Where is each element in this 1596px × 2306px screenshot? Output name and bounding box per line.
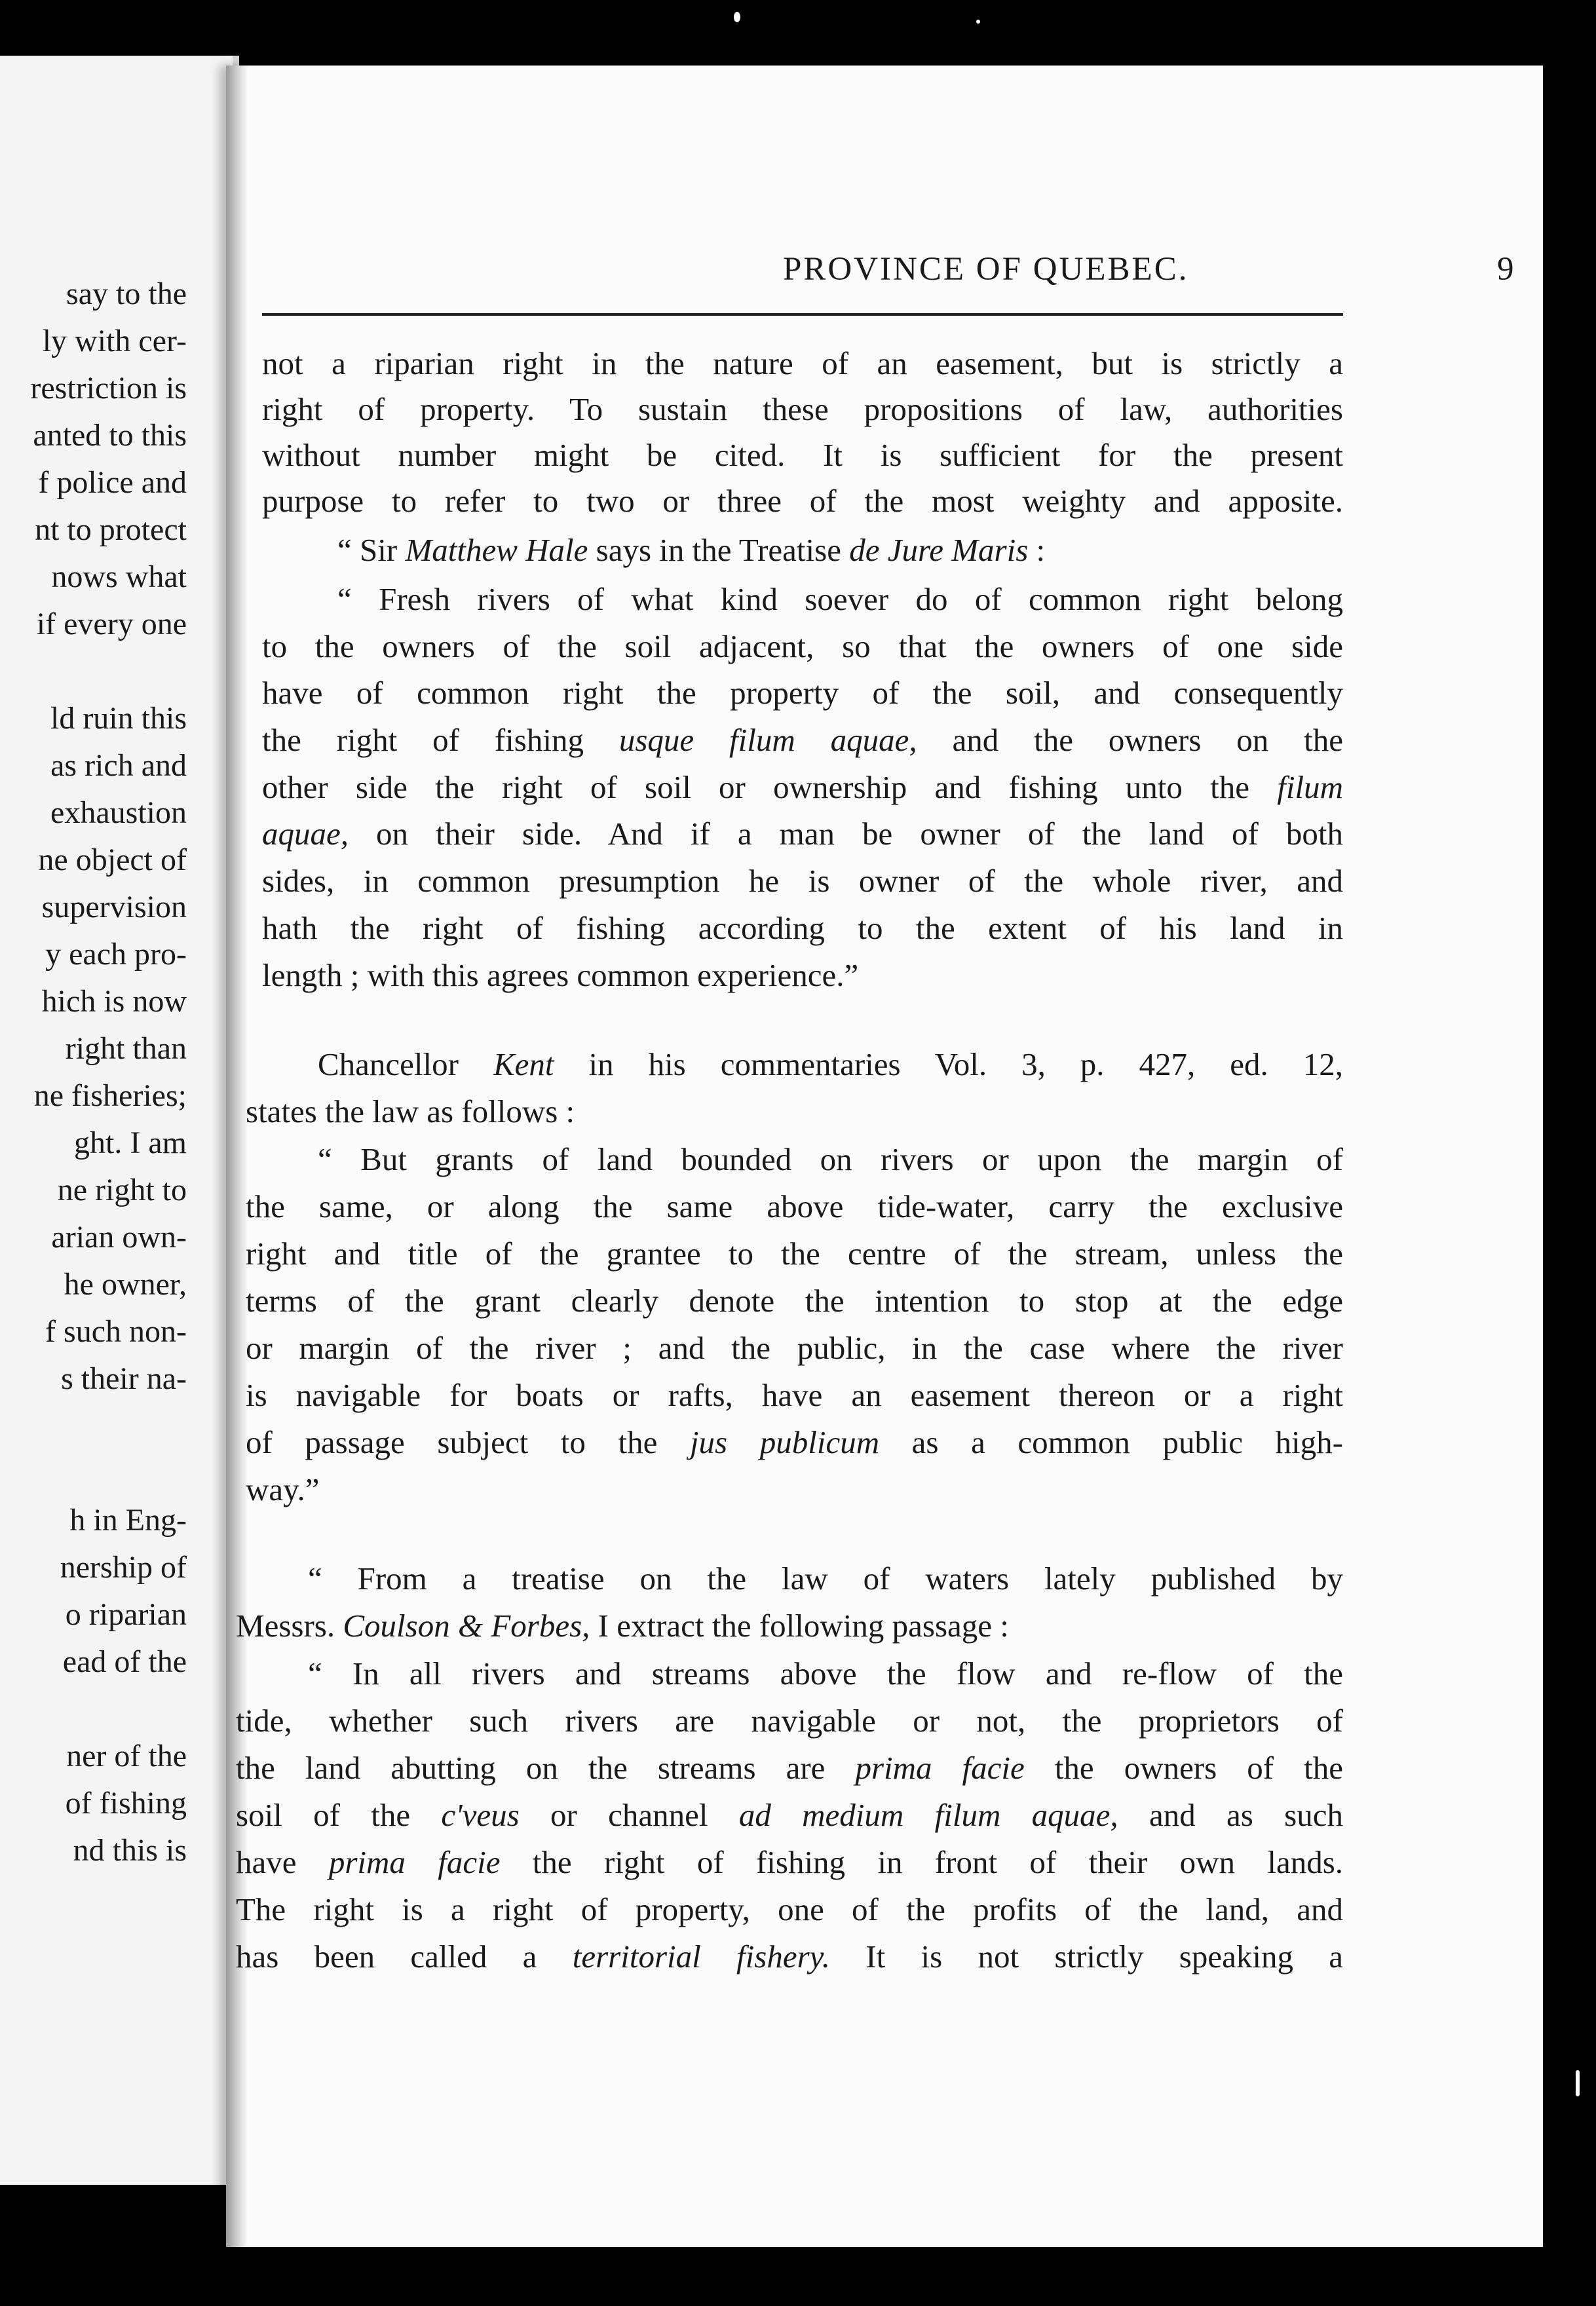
treatise-authors: Coulson & Forbes, xyxy=(343,1608,590,1644)
left-page-line: supervision xyxy=(41,890,187,924)
quote-line: have of common right the property of the soil, and consequently xyxy=(262,675,1343,711)
text-line: without number might be cited. It is sufficient for the present xyxy=(262,437,1343,473)
left-page-line: ne object of xyxy=(38,842,187,877)
scan-speck xyxy=(976,20,980,24)
left-page-line: say to the xyxy=(66,276,187,311)
text-line: “ From a treatise on the law of waters lately published by xyxy=(308,1560,1343,1597)
left-page-line: he owner, xyxy=(64,1267,187,1302)
quote-line: the land abutting on the streams are prima facie the owners of the xyxy=(236,1750,1343,1786)
scan-speck xyxy=(734,12,740,22)
quote-line: is navigable for boats or rafts, have an easement thereon or a right xyxy=(246,1377,1343,1413)
left-page-line: arian own- xyxy=(51,1220,187,1255)
left-page-line: nership of xyxy=(60,1550,187,1585)
case-author: Kent xyxy=(493,1046,554,1082)
quote-line: The right is a right of property, one of the profits of the land, and xyxy=(236,1891,1343,1927)
quote-line: soil of the c'veus or channel ad medium filum aquae, and as such xyxy=(236,1797,1343,1833)
text-line: states the law as follows : xyxy=(246,1093,575,1129)
left-page-line: restriction is xyxy=(30,371,187,406)
page-header xyxy=(560,250,1530,303)
treatise-title: de Jure Maris xyxy=(849,532,1029,568)
left-page-line: if every one xyxy=(36,607,187,641)
left-page-line: o riparian xyxy=(65,1597,187,1632)
left-page-line: exhaustion xyxy=(50,795,187,830)
left-page-line: ly with cer- xyxy=(42,324,187,358)
left-page-line: right than xyxy=(65,1031,187,1066)
quote-line: or margin of the river ; and the public, in the case where the river xyxy=(246,1330,1343,1366)
quote-line: “ Fresh rivers of what kind soever do of common right belong xyxy=(337,581,1343,617)
left-page-line: f such non- xyxy=(45,1314,187,1349)
text-line: Chancellor Kent in his commentaries Vol. 3, p. 427, ed. 12, xyxy=(318,1046,1343,1082)
quote-line: the right of fishing usque filum aquae, and the owners on the xyxy=(262,722,1344,758)
quote-line: has been called a territorial fishery. It is not strictly speaking a xyxy=(236,1938,1343,1975)
quote-line: length ; with this agrees common experience.” xyxy=(262,957,859,993)
quote-line: “ In all rivers and streams above the flow and re-flow of the xyxy=(308,1655,1343,1692)
left-page-line: y each pro- xyxy=(45,937,187,972)
quote-line: hath the right of fishing according to the extent of his land in xyxy=(262,910,1343,946)
text-line: not a riparian right in the nature of an easement, but is strictly a xyxy=(262,345,1343,381)
left-page-line: ght. I am xyxy=(74,1125,187,1160)
running-head: PROVINCE OF QUEBEC. xyxy=(783,251,1189,288)
text-line: “ Sir Matthew Hale says in the Treatise de Jure Maris : xyxy=(337,532,1046,568)
quote-line: to the owners of the soil adjacent, so that the owners of one side xyxy=(262,628,1343,664)
left-page-line: anted to this xyxy=(33,418,187,453)
quote-line: “ But grants of land bounded on rivers or upon the margin of xyxy=(318,1141,1343,1177)
quote-line: sides, in common presumption he is owner of the whole river, and xyxy=(262,863,1343,899)
quote-line: have prima facie the right of fishing in front of their own lands. xyxy=(236,1844,1344,1880)
right-page xyxy=(226,66,1543,2247)
left-page-line: ner of the xyxy=(66,1739,187,1773)
quote-line: other side the right of soil or ownership and fishing unto the filum xyxy=(262,769,1343,805)
left-page-line: nt to protect xyxy=(35,512,187,547)
quote-line: tide, whether such rivers are navigable or not, the proprietors of xyxy=(236,1703,1343,1739)
left-page-line: nows what xyxy=(51,559,187,594)
scan-speck xyxy=(1576,2070,1580,2096)
text-line: Messrs. Coulson & Forbes, I extract the following passage : xyxy=(236,1608,1009,1644)
left-facing-page xyxy=(0,56,239,2185)
quote-line: of passage subject to the jus publicum as a common public high- xyxy=(246,1424,1343,1460)
left-page-line: ne right to xyxy=(57,1173,187,1207)
left-page-line: f police and xyxy=(38,465,187,500)
left-page-line: ld ruin this xyxy=(50,701,187,736)
header-rule xyxy=(262,313,1343,316)
quote-line: right and title of the grantee to the centre of the stream, unless the xyxy=(246,1236,1343,1272)
left-page-line: ead of the xyxy=(62,1644,187,1679)
quote-line: way.” xyxy=(246,1471,320,1507)
case-author: Matthew Hale xyxy=(405,532,588,568)
left-page-line: ne fisheries; xyxy=(33,1078,187,1113)
page-number: 9 xyxy=(1497,251,1514,288)
quote-line: terms of the grant clearly denote the intention to stop at the edge xyxy=(246,1283,1343,1319)
left-page-line: nd this is xyxy=(73,1833,187,1868)
quote-line: aquae, on their side. And if a man be owner of the land of both xyxy=(262,816,1343,852)
text-line: right of property. To sustain these propositions of law, authorities xyxy=(262,391,1343,427)
text-line: purpose to refer to two or three of the most weighty and apposite. xyxy=(262,483,1343,519)
quote-line: the same, or along the same above tide-water, carry the exclusive xyxy=(246,1188,1343,1224)
left-page-line: hich is now xyxy=(41,984,187,1019)
left-page-line: as rich and xyxy=(50,748,187,783)
left-page-line: of fishing xyxy=(65,1786,187,1821)
left-page-line: h in Eng- xyxy=(69,1503,187,1538)
left-page-line: s their na- xyxy=(61,1361,187,1396)
